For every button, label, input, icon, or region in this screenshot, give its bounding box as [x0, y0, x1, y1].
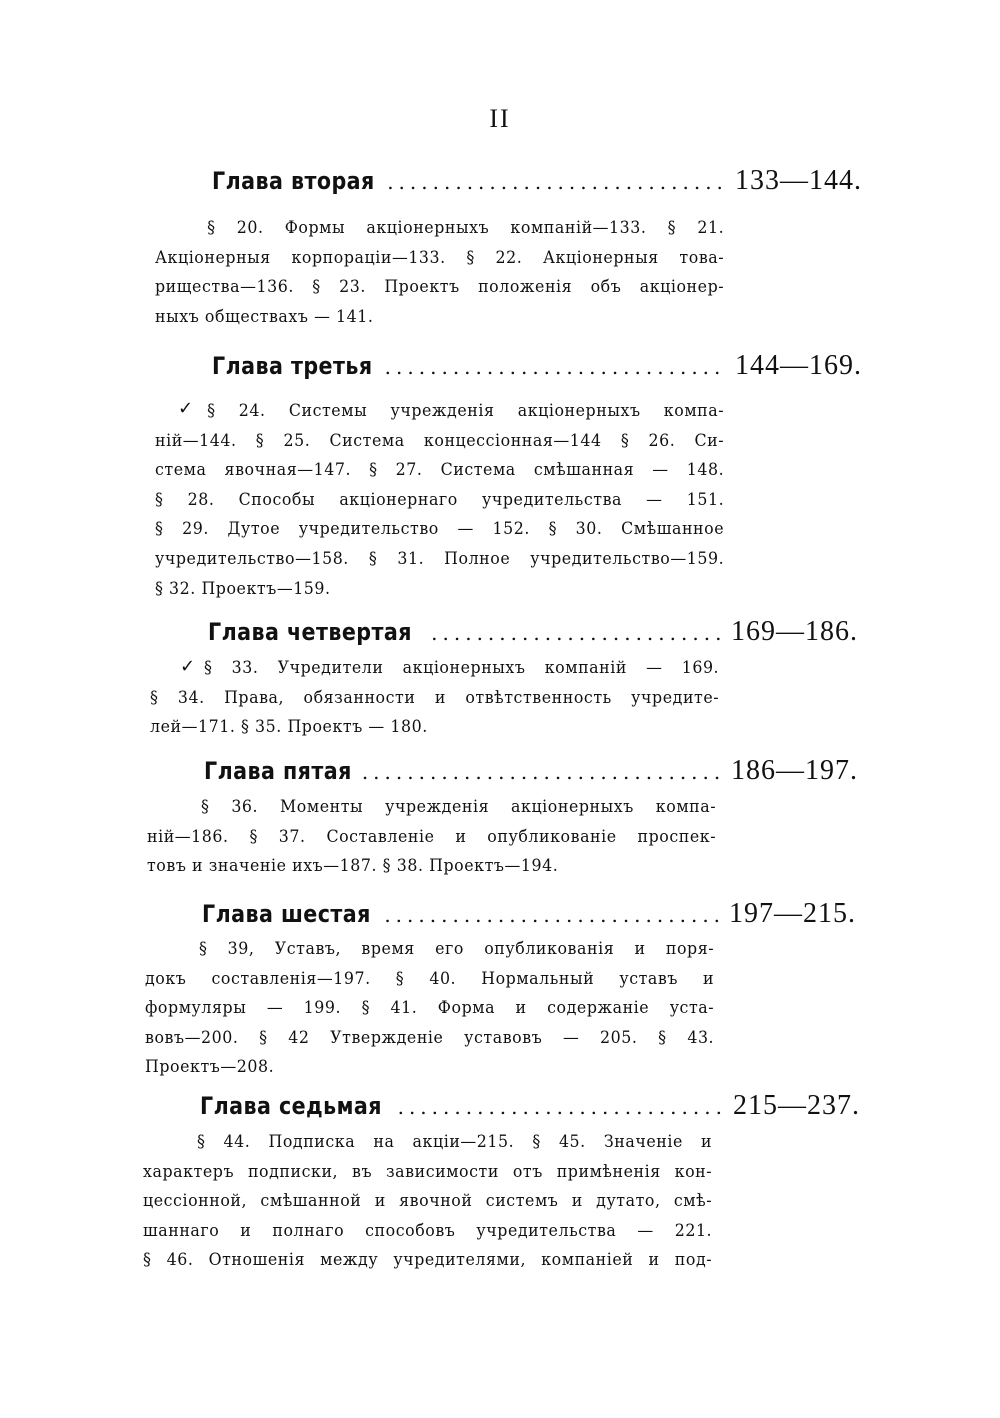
chapter-heading — [204, 755, 858, 791]
contents-line: ній—144. § 25. Система концессіонная—144 § 26. Си- — [155, 430, 725, 451]
contents-line: стема явочная—147. § 27. Система смѣшанная — 148. — [155, 460, 725, 481]
contents-line: § 46. Отношенія между учредителями, компаніей и под- — [143, 1250, 713, 1271]
leader-dots — [385, 355, 727, 379]
leader-dots — [387, 170, 727, 194]
chapter-contents — [147, 793, 716, 882]
chapter-contents — [143, 1128, 712, 1276]
contents-line: шаннаго и полнаго способовъ учредительства — 221. — [143, 1220, 713, 1241]
contents-line: цессіонной, смѣшанной и явочной системъ и дутато, смѣ- — [143, 1191, 713, 1212]
chapter-heading — [208, 616, 858, 652]
chapter-title: Глава четвертая — [208, 618, 412, 646]
contents-line: ныхъ обществахъ — 141. — [155, 306, 374, 327]
chapter-pages: 197—215. — [729, 898, 856, 929]
contents-line: рищества—136. § 23. Проектъ положенія объ акціонер- — [155, 277, 725, 298]
contents-line: § 32. Проектъ—159. — [155, 578, 331, 599]
chapter-title: Глава шестая — [202, 900, 371, 928]
chapter-heading — [212, 165, 862, 201]
contents-line: § 44. Подписка на акціи—215. § 45. Значеніе и — [196, 1132, 713, 1152]
contents-line: докъ составленія—197. § 40. Нормальный уставъ и — [145, 968, 715, 989]
chapter-contents — [155, 397, 724, 604]
contents-line: лей—171. § 35. Проектъ — 180. — [150, 717, 428, 738]
chapter-pages: 215—237. — [733, 1090, 860, 1121]
chapter-title: Глава седьмая — [200, 1092, 382, 1120]
chapter-pages: 144—169. — [735, 350, 862, 381]
chapter-title: Глава третья — [212, 352, 373, 380]
leader-dots — [431, 621, 723, 645]
contents-line: § 24. Системы учрежденія акціонерныхъ компа- — [207, 401, 725, 421]
contents-line: § 28. Способы акціонернаго учредительства — 151. — [155, 489, 725, 510]
contents-line: § 34. Права, обязанности и отвѣтственность учредите- — [150, 687, 720, 708]
leader-dots — [384, 903, 721, 927]
contents-line: товъ и значеніе ихъ—187. § 38. Проектъ—194. — [147, 856, 559, 877]
contents-line: вовъ—200. § 42 Утвержденіе уставовъ — 205. § 43. — [145, 1027, 715, 1048]
chapter-heading — [200, 1090, 860, 1126]
chapter-pages: 169—186. — [731, 616, 858, 647]
contents-line: § 36. Моменты учрежденія акціонерныхъ компа- — [200, 797, 717, 817]
leader-dots — [398, 1095, 725, 1119]
chapter-pages: 186—197. — [731, 755, 858, 786]
contents-line: ній—186. § 37. Составленіе и опубликованіе проспек- — [147, 826, 717, 847]
check-mark-icon: ✓ — [178, 398, 194, 419]
leader-dots — [362, 760, 723, 784]
contents-line: § 33. Учредители акціонерныхъ компаній — 169. — [203, 658, 720, 678]
contents-line: § 29. Дутое учредительство — 152. § 30. Смѣшанное — [155, 519, 725, 540]
contents-line: характеръ подписки, въ зависимости отъ примѣненія кон- — [143, 1161, 713, 1182]
chapter-title: Глава пятая — [204, 757, 352, 785]
chapter-title: Глава вторая — [212, 167, 375, 195]
chapter-heading — [212, 350, 862, 386]
contents-line: Акціонерныя корпораціи—133. § 22. Акціонерныя това- — [155, 247, 725, 268]
chapter-contents — [150, 654, 719, 743]
contents-line: Проектъ—208. — [145, 1057, 275, 1078]
check-mark-icon: ✓ — [180, 656, 196, 677]
page-number: II — [489, 104, 511, 133]
contents-line: формуляры — 199. § 41. Форма и содержаніе уста- — [145, 998, 715, 1019]
chapter-contents — [145, 935, 714, 1083]
chapter-contents — [155, 214, 724, 332]
chapter-heading — [202, 898, 856, 934]
contents-line: учредительство—158. § 31. Полное учредительство—159. — [155, 548, 725, 569]
contents-line: § 39, Уставъ, время его опубликованія и поря- — [198, 939, 715, 959]
chapter-pages: 133—144. — [735, 165, 862, 196]
contents-line: § 20. Формы акціонерныхъ компаній—133. § 21. — [207, 218, 725, 238]
